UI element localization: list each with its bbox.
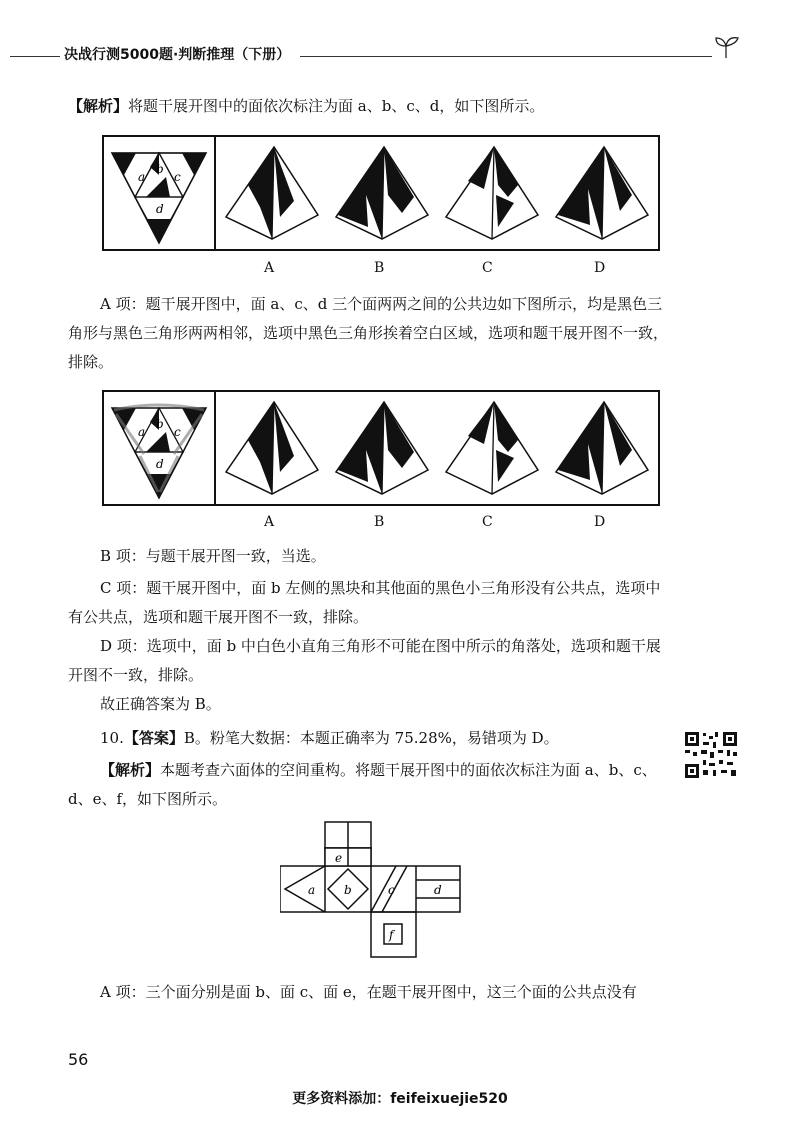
- analysis-text: 本题考查六面体的空间重构。将题干展开图中的面依次标注为面 a、b、c、d、e、f，如下图所示。: [68, 761, 657, 808]
- option-a-pyramid: [226, 147, 318, 239]
- option-a-paragraph: A 项：题干展开图中，面 a、c、d 三个面两两之间的公共边如下图所示，均是黑色三角形与黑色三角形两两相邻，选项中黑色三角形挨着空白区域，选项和题干展开图不一致，排除。: [68, 295, 669, 371]
- header-rule-right: [300, 56, 712, 57]
- cube-net-figure: [280, 820, 480, 960]
- cube-face-e: e: [335, 851, 343, 865]
- option-label-a: A: [264, 514, 275, 530]
- face-label-c: c: [174, 425, 181, 439]
- option-c-paragraph: C 项：题干展开图中，面 b 左侧的黑块和其他面的黑色小三角形没有公共点，选项中有公共点，选项和题干展开图不一致，排除。: [68, 579, 661, 626]
- option-label-c: C: [482, 514, 493, 530]
- figure1-option-labels: [214, 260, 654, 280]
- option-label-b: B: [374, 514, 385, 530]
- option-b-paragraph: B 项：与题干展开图一致，当选。: [100, 547, 326, 565]
- option-d-paragraph: D 项：选项中，面 b 中白色小直角三角形不可能在图中所示的角落处，选项和题干展开图不一致，排除。: [68, 637, 661, 684]
- analysis-tag: 【解析】: [100, 761, 161, 779]
- analysis-paragraph-1: [68, 92, 668, 121]
- pyramid-options-2: [218, 392, 658, 504]
- page-number: 56: [68, 1050, 89, 1069]
- option-a-paragraph-2: A 项：三个面分别是面 b、面 c、面 e，在题干展开图中，这三个面的公共点没有: [100, 983, 637, 1001]
- option-b-pyramid: [336, 402, 428, 494]
- figure2-option-labels: [214, 514, 654, 534]
- option-label-b: B: [374, 260, 385, 276]
- figure-divider: [214, 137, 216, 249]
- pyramid-options: [218, 137, 658, 249]
- face-label-b: b: [156, 417, 164, 431]
- qr-code-icon[interactable]: [683, 730, 739, 780]
- option-b-pyramid: [336, 147, 428, 239]
- cube-face-b: b: [344, 883, 352, 897]
- sprout-icon: [712, 36, 742, 60]
- figure-pyramid-1: [102, 135, 660, 251]
- option-c-pyramid: [446, 147, 538, 239]
- option-d-pyramid: [556, 147, 648, 239]
- answer-tag: 【答案】: [123, 729, 184, 747]
- q10-answer-paragraph: [68, 724, 668, 753]
- option-a-pyramid: [226, 402, 318, 494]
- option-d-pyramid: [556, 402, 648, 494]
- conclusion-paragraph: 故正确答案为 B。: [100, 695, 221, 713]
- option-label-c: C: [482, 260, 493, 276]
- footer-text: 更多资料添加：feifeixuejie520: [292, 1091, 508, 1107]
- analysis-tag: 【解析】: [68, 97, 129, 115]
- cube-face-c: c: [388, 883, 395, 897]
- analysis-paragraph-2: [68, 756, 668, 814]
- option-label-a: A: [264, 260, 275, 276]
- cube-face-d: d: [434, 883, 442, 897]
- cube-face-a: a: [308, 883, 316, 897]
- q10-number: 10.: [100, 729, 124, 747]
- analysis-text: 将题干展开图中的面依次标注为面 a、b、c、d，如下图所示。: [128, 97, 545, 115]
- figure-divider: [214, 392, 216, 504]
- face-label-d: d: [156, 457, 164, 471]
- option-label-d: D: [594, 260, 606, 276]
- face-label-c: c: [174, 170, 181, 184]
- header-rule-left: [10, 56, 60, 57]
- face-label-a: a: [138, 170, 146, 184]
- option-c-pyramid: [446, 402, 538, 494]
- figure-pyramid-2: [102, 390, 660, 506]
- face-label-b: b: [156, 162, 164, 176]
- face-label-a: a: [138, 425, 146, 439]
- page-header: [0, 40, 800, 70]
- answer-text: B。粉笔大数据：本题正确率为 75.28%，易错项为 D。: [183, 729, 559, 747]
- header-title: 决战行测5000题·判断推理（下册）: [64, 47, 291, 63]
- cube-face-f: f: [389, 928, 394, 942]
- face-label-d: d: [156, 202, 164, 216]
- option-label-d: D: [594, 514, 606, 530]
- unfolded-pyramid-net: [104, 137, 214, 249]
- unfolded-pyramid-net-annotated: [104, 392, 214, 504]
